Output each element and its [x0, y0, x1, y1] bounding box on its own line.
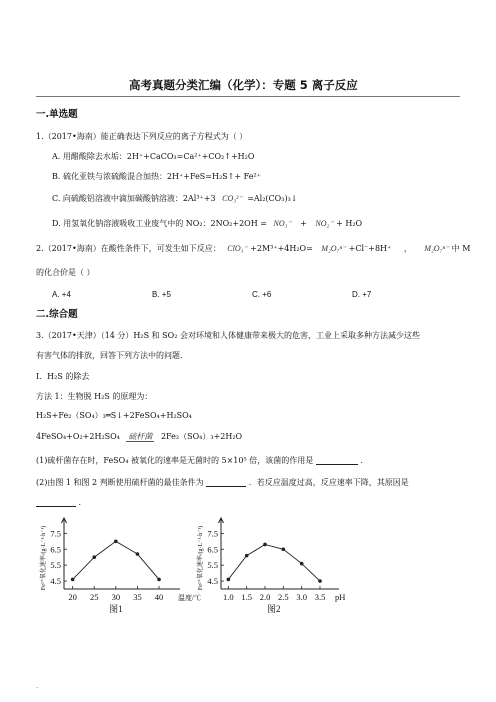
data-point — [227, 578, 231, 582]
section-1-heading: 一.单选题 — [36, 109, 78, 120]
q1-stem: 1.（2017•海南）能正确表达下列反应的离子方程式为（ ） — [36, 132, 248, 141]
q3-equation-1: H₂S+Fe₂（SO₄）₃═S↓+2FeSO₄+H₂SO₄ — [36, 411, 192, 420]
data-point — [282, 547, 286, 551]
q3-equation-2-right: 2Fe₂（SO₄）₃+2H₂O — [160, 432, 243, 441]
q3-equation-2 — [36, 433, 242, 442]
q3-subquestion-2-line2 — [36, 499, 81, 507]
q3-part-heading: Ⅰ．H₂S 的除去 — [36, 372, 90, 381]
q1-option-c-tail: =Al₂(CO₃)₃↓ — [247, 194, 298, 203]
section-2-heading: 二.综合题 — [36, 309, 78, 320]
q1-option-d-plus: + — [300, 219, 307, 228]
series-line — [228, 544, 320, 581]
q2-equation-mid2: +Cl⁻+8H⁺ — [348, 244, 392, 253]
x-tick-label: 35 — [133, 592, 142, 602]
q1-option-a: A. 用醋酸除去水垢：2H⁺+CaCO₃=Ca²⁺+CO₂↑+H₂O — [52, 152, 255, 161]
q3-method: 方法 1：生物脱 H₂S 的原理为： — [36, 392, 153, 401]
q1-option-b: B. 硫化亚铁与浓硫酸混合加热：2H⁺+FeS=H₂S↑+ Fe²⁺ — [52, 172, 261, 181]
q3-subquestion-2-mid: ．若反应温度过高，反应速率下降，其原因是 — [248, 478, 409, 487]
q2-option-a: A. +4 — [52, 290, 71, 299]
q2-equation-mid: +2M³⁺+4H₂O= — [250, 244, 313, 253]
nitrate-formula: NO₃⁻ — [273, 219, 292, 228]
q3-subquestion-2-text: (2)由图 1 和图 2 判断使用硫杆菌的最佳条件为 — [36, 478, 204, 487]
q1-option-d — [52, 220, 362, 228]
q1-option-c — [52, 195, 297, 203]
x-axis-label: 温度/℃ — [178, 594, 201, 602]
q1-option-c-text: C. 向硫酸铝溶液中滴加碳酸钠溶液：2Al³⁺+3 — [52, 194, 216, 203]
x-tick-label: 30 — [111, 592, 121, 602]
q3-subquestion-2-end: . — [78, 498, 82, 507]
q3-subquestion-1-text: (1)硫杆菌存在时，FeSO₄ 被氧化的速率是无菌时的 5×10⁵ 倍，该菌的作用是 — [36, 456, 314, 465]
series-line — [73, 541, 159, 579]
q2-tail: 中 M — [451, 244, 471, 253]
x-tick-label: 1.5 — [241, 592, 252, 602]
y-tick-label: 7.5 — [50, 528, 61, 539]
q2-stem-text: 2.（2017•海南）在酸性条件下，可发生如下反应： — [36, 244, 221, 253]
y-axis-label: Fe²⁺氧化速率/(g·L⁻¹·h⁻¹) — [41, 525, 47, 591]
data-point — [263, 543, 267, 547]
footer-mark: - — [36, 683, 39, 692]
q3-line-2: 有害气体的排放，回答下列方法中的问题. — [36, 351, 183, 360]
q2-option-b: B. +5 — [152, 290, 171, 299]
x-tick-label: 2.5 — [278, 592, 289, 602]
page-title: 高考真题分类汇编（化学）：专题 5 离子反应 — [129, 78, 358, 92]
answer-blank-3[interactable] — [36, 506, 76, 507]
x-tick-label: 2.0 — [259, 592, 271, 602]
x-tick-label: 3.5 — [314, 592, 326, 602]
catalyst-label: 硫杆菌 — [128, 432, 153, 441]
m2o7-formula: M₂O₇ⁿ⁻ — [321, 244, 347, 253]
answer-blank-2[interactable] — [206, 486, 246, 487]
data-point — [71, 578, 75, 582]
nitrite-formula: NO₂⁻ — [315, 219, 334, 228]
data-point — [300, 562, 304, 566]
q3-equation-2-left: 4FeSO₄+O₂+2H₂SO₄ — [36, 432, 120, 441]
temperature-chart — [38, 517, 201, 617]
title-rule — [36, 96, 460, 97]
y-tick-label: 7.5 — [207, 528, 218, 539]
data-point — [136, 552, 140, 556]
q2-stem — [36, 245, 470, 253]
x-tick-label: 1.0 — [223, 592, 234, 602]
data-point — [318, 579, 322, 583]
q2-comma: ， — [403, 244, 412, 253]
chlorate-formula: ClO₃⁻ — [227, 244, 248, 253]
q1-option-d-text: D. 用氢氧化钠溶液吸收工业废气中的 NO₂：2NO₂+2OH = — [52, 219, 270, 228]
x-tick-label: 3.0 — [296, 592, 307, 602]
y-tick-label: 6.5 — [50, 544, 61, 555]
ph-chart — [195, 515, 355, 617]
q2-option-c: C. +6 — [252, 290, 272, 299]
x-tick-label: 20 — [68, 592, 77, 602]
y-tick-label: 4.5 — [207, 576, 218, 587]
y-axis-label: Fe²⁺氧化速率/(g·L⁻¹·h⁻¹) — [198, 525, 204, 591]
q3-subquestion-1-end: . — [360, 456, 363, 465]
y-tick-label: 4.5 — [50, 576, 61, 587]
answer-blank-1[interactable] — [316, 464, 358, 465]
data-point — [245, 554, 249, 558]
q3-line-1: 3.（2017•天津）（14 分）H₂S 和 SO₂ 会对环境和人体健康带来极大的危害，工业上采取多种方法减少这些 — [36, 331, 420, 340]
y-tick-label: 5.5 — [207, 560, 218, 571]
data-point — [114, 540, 118, 544]
q3-subquestion-1 — [36, 457, 363, 465]
q2-stem-line2: 的化合价是（ ） — [36, 268, 95, 277]
q3-subquestion-2 — [36, 479, 409, 487]
data-point — [92, 555, 96, 559]
m2o7-formula-2: M₂O₇ⁿ⁻ — [424, 244, 450, 253]
x-tick-label: pH — [335, 592, 346, 602]
chart-title: 图2 — [267, 604, 281, 614]
y-tick-label: 5.5 — [50, 560, 61, 571]
data-point — [157, 578, 161, 582]
chart-title: 图1 — [109, 604, 123, 614]
x-tick-label: 25 — [89, 592, 99, 602]
carbonate-formula: CO₃²⁻ — [222, 194, 243, 203]
x-tick-label: 40 — [154, 592, 164, 602]
q2-option-d: D. +7 — [352, 290, 372, 299]
q1-option-d-tail: + H₂O — [336, 219, 363, 228]
y-tick-label: 6.5 — [207, 544, 218, 555]
